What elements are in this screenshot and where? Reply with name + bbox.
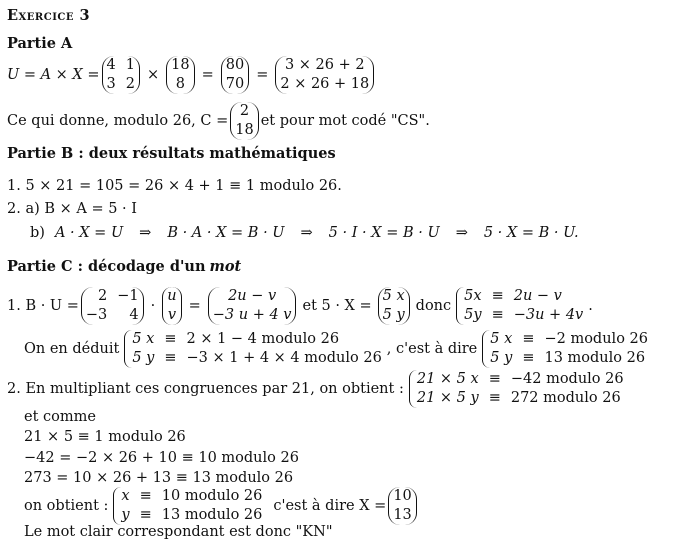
vector-result [221, 56, 249, 94]
system-2-rhs: 2 × 1 − 4 modulo 26 [186, 331, 340, 347]
part-b-item-2b [30, 225, 579, 241]
final-conclusion: Le mot clair correspondant est donc "KN" [24, 524, 333, 540]
implication-step: 5 · I · X = B · U [328, 225, 440, 241]
system-3-lhs: 5 y [490, 350, 513, 366]
matrix-b-cell: 2 [98, 288, 108, 304]
system-5-lhs: y [121, 507, 130, 523]
system-2 [124, 330, 381, 368]
part-c-item-1-pre: 1. B · U = [7, 298, 79, 314]
system-1-lhs: 5y [464, 307, 482, 323]
vector-bu [208, 287, 297, 325]
system-2-rel: ≡ [164, 350, 177, 366]
system-2-lhs: 5 y [132, 350, 155, 366]
vector-5x-cell: 5 y [382, 307, 405, 323]
implication-step: A · X = U [54, 225, 124, 241]
vector-final-cell: 10 [393, 488, 412, 504]
vector-expression-cell: 3 × 26 + 2 [284, 57, 365, 73]
computation-line: 273 = 10 × 26 + 13 ≡ 13 modulo 26 [24, 470, 294, 486]
part-c-item-2-pre: 2. En multipliant ces congruences par 21, on obtient : [7, 381, 404, 397]
part-c-item-1-donc: donc [415, 298, 452, 314]
system-4-rhs: −42 modulo 26 [510, 371, 624, 387]
dot-symbol: · [150, 298, 156, 314]
system-1-rhs: 2u − v [513, 288, 562, 304]
matrix-a [102, 56, 140, 94]
part-b-item-2b-label: b) [30, 225, 45, 241]
matrix-a-cell: 1 [125, 57, 135, 73]
system-4-lhs: 21 × 5 x [416, 371, 479, 387]
system-3-rhs: 13 modulo 26 [544, 350, 646, 366]
vector-5x-cell: 5 x [382, 288, 405, 304]
system-5-rhs: 10 modulo 26 [161, 488, 263, 504]
system-4-rel: ≡ [488, 371, 501, 387]
vector-uv-cell: u [167, 288, 177, 304]
exercise-title: Exercice 3 [7, 7, 91, 24]
implies-symbol: ⇒ [139, 225, 152, 241]
system-1-rel: ≡ [491, 288, 504, 304]
matrix-b-cell: −1 [117, 288, 139, 304]
system-4 [409, 370, 624, 408]
computation-line: −42 = −2 × 26 + 10 ≡ 10 modulo 26 [24, 450, 299, 466]
vector-x [166, 56, 194, 94]
system-3-rhs: −2 modulo 26 [544, 331, 648, 347]
vector-result-cell: 80 [225, 57, 245, 73]
vector-5x [378, 287, 410, 325]
system-3 [482, 330, 648, 368]
part-b-heading: Partie B : deux résultats mathématiques [7, 145, 336, 162]
system-4-rel: ≡ [488, 390, 501, 406]
part-c-deduction-mid: , c'est à dire [386, 341, 478, 357]
implication-step: 5 · X = B · U. [483, 225, 579, 241]
system-5-rel: ≡ [139, 488, 152, 504]
vector-c-cell: 2 [239, 103, 250, 119]
vector-x-cell: 8 [175, 76, 185, 92]
system-4-rhs: 272 modulo 26 [510, 390, 621, 406]
et-comme-text: et comme [24, 409, 96, 425]
matrix-b [81, 287, 144, 325]
system-1 [456, 287, 583, 325]
vector-uv [162, 287, 181, 325]
implication-step: B · A · X = B · U [167, 225, 285, 241]
matrix-b-cell: 4 [129, 307, 139, 323]
system-2-rhs: −3 × 1 + 4 × 4 modulo 26 [186, 350, 382, 366]
part-b-item-2a: 2. a) B × A = 5 · I [7, 201, 137, 217]
matrix-a-cell: 4 [106, 57, 116, 73]
vector-bu-cell: 2u − v [228, 288, 277, 304]
system-3-rel: ≡ [522, 350, 535, 366]
system-1-rel: ≡ [491, 307, 504, 323]
times-symbol: × [146, 67, 160, 83]
implies-symbol: ⇒ [300, 225, 313, 241]
part-a-equation [7, 56, 376, 94]
matrix-a-cell: 3 [106, 76, 116, 92]
equals-symbol: = [256, 67, 269, 83]
part-c-result [24, 487, 419, 525]
system-2-lhs: 5 x [132, 331, 155, 347]
part-a-conclusion-pre: Ce qui donne, modulo 26, C = [7, 113, 229, 129]
system-3-rel: ≡ [522, 331, 535, 347]
part-a-conclusion-post: et pour mot codé "CS". [260, 113, 430, 129]
part-c-item-2 [7, 370, 629, 408]
equals-symbol: = [188, 298, 201, 314]
part-c-result-mid: c'est à dire X = [273, 498, 387, 514]
part-c-item-1-mid: et 5 · X = [302, 298, 372, 314]
part-c-heading [7, 258, 241, 275]
vector-bu-cell: −3 u + 4 v [212, 307, 292, 323]
equals-symbol: = [201, 67, 214, 83]
vector-final-cell: 13 [393, 507, 412, 523]
part-a-conclusion [7, 102, 430, 140]
system-5-rhs: 13 modulo 26 [161, 507, 263, 523]
system-3-lhs: 5 x [490, 331, 513, 347]
part-c-item-1-end: . [588, 298, 593, 314]
part-c-result-pre: on obtient : [24, 498, 109, 514]
vector-final [388, 487, 416, 525]
part-c-deduction [24, 330, 653, 368]
vector-c-cell: 18 [235, 122, 254, 138]
system-5 [113, 487, 262, 525]
computation-line: 21 × 5 ≡ 1 modulo 26 [24, 429, 186, 445]
vector-uv-cell: v [167, 307, 177, 323]
part-c-heading-text: Partie C : décodage d'un [7, 258, 206, 275]
system-5-lhs: x [121, 488, 130, 504]
system-4-lhs: 21 × 5 y [416, 390, 479, 406]
matrix-b-cell: −3 [85, 307, 108, 323]
part-c-item-1 [7, 287, 593, 325]
vector-result-cell: 70 [225, 76, 245, 92]
vector-expression [275, 56, 374, 94]
system-5-rel: ≡ [139, 507, 152, 523]
vector-c [230, 102, 258, 140]
system-2-rel: ≡ [164, 331, 177, 347]
part-c-deduction-pre: On en déduit [24, 341, 120, 357]
part-c-heading-emphasis: mot [209, 258, 242, 275]
vector-x-cell: 18 [171, 57, 190, 73]
vector-expression-cell: 2 × 26 + 18 [280, 76, 370, 92]
part-a-eq-prefix: U = A × X = [7, 67, 100, 83]
implies-symbol: ⇒ [455, 225, 468, 241]
part-a-heading: Partie A [7, 35, 73, 52]
matrix-a-cell: 2 [125, 76, 135, 92]
system-1-rhs: −3u + 4v [513, 307, 584, 323]
system-1-lhs: 5x [464, 288, 482, 304]
part-b-item-1: 1. 5 × 21 = 105 = 26 × 4 + 1 ≡ 1 modulo 26. [7, 178, 342, 194]
